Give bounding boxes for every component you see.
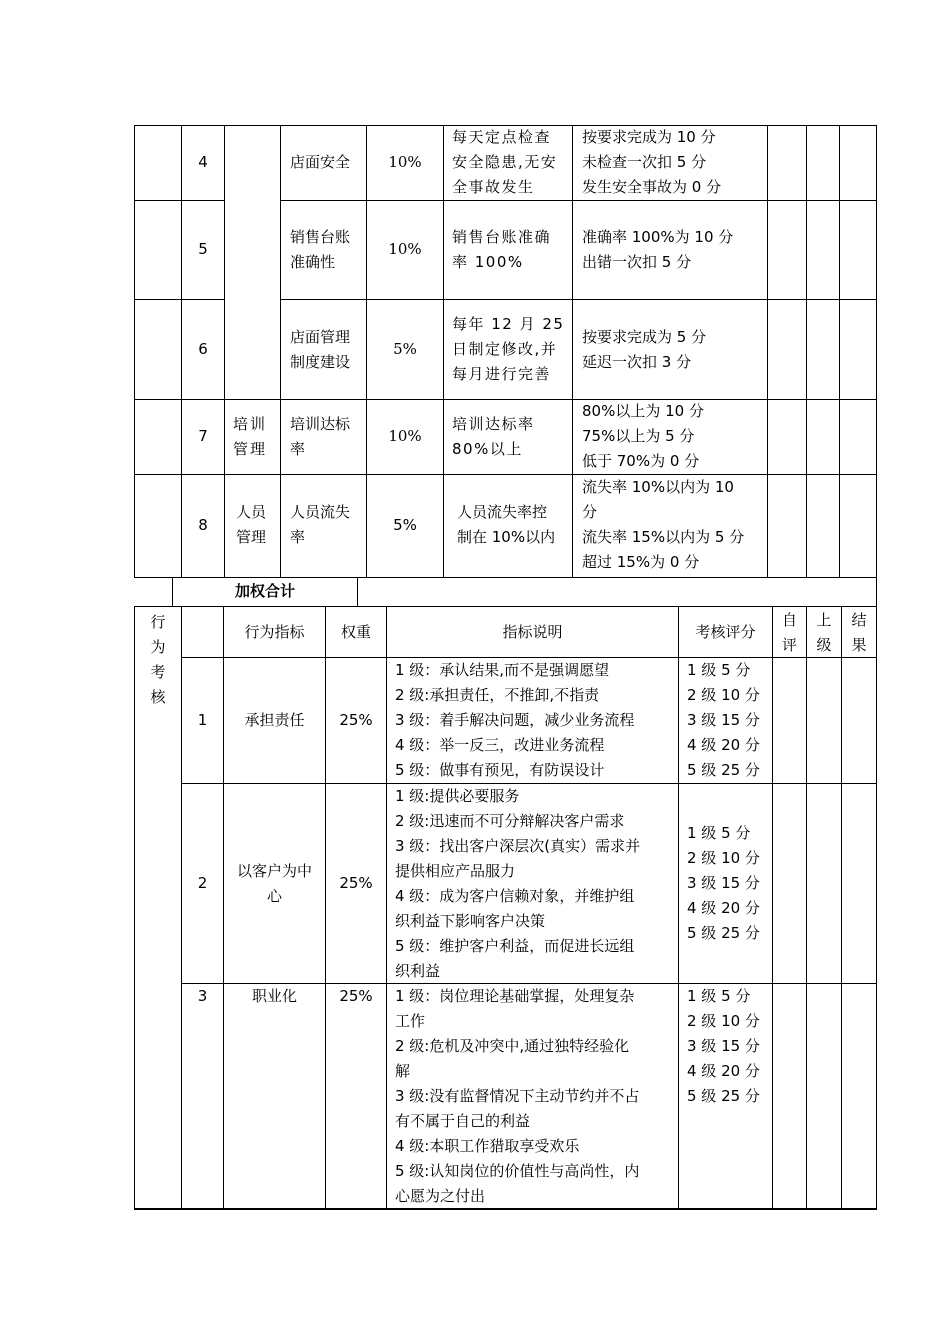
row-number: 6 [198, 340, 208, 358]
header-result: 结 果 [851, 611, 867, 654]
header-description: 指标说明 [502, 623, 563, 641]
description: 人员流失率控 制在 10%以内 [457, 503, 556, 546]
row-number: 5 [198, 240, 208, 258]
indicator: 店面安全 [290, 153, 351, 171]
scoring: 按要求完成为 5 分 延迟一次扣 3 分 [582, 328, 707, 371]
indicator: 职业化 [251, 987, 297, 1005]
indicator: 人员流失 率 [290, 503, 351, 546]
scoring: 准确率 100%为 10 分 出错一次扣 5 分 [582, 228, 734, 271]
header-indicator: 行为指标 [244, 623, 305, 641]
row-number: 7 [198, 427, 208, 445]
scoring: 1 级 5 分 2 级 10 分 3 级 15 分 4 级 20 分 5 级 25 分 [687, 824, 760, 942]
weight: 25% [339, 874, 373, 892]
weight: 25% [339, 987, 373, 1005]
row-number: 8 [198, 516, 208, 534]
weight: 5% [393, 516, 417, 534]
category: 人员 管理 [236, 503, 267, 546]
scoring: 流失率 10%以内为 10 分 流失率 15%以内为 5 分 超过 15%为 0 分 [582, 478, 745, 571]
description: 1 级：承认结果,而不是强调愿望 2 级:承担责任，不推卸,不指责 3 级：着手解决问题，减少业务流程 4 级：举一反三，改进业务流程 5 级：做事有预见，有防误设计 [395, 661, 635, 779]
description: 1 级:提供必要服务 2 级:迅速而不可分辩解决客户需求 3 级：找出客户深层次(真实）需求并 提供相应产品服力 4 级：成为客户信赖对象，并维护组 织利益下影响客户决策 5 级：维护客户利益，而促进长远组 织利益 [395, 787, 641, 980]
header-weight: 权重 [340, 623, 371, 641]
weight: 10% [388, 153, 422, 171]
weight: 5% [393, 340, 417, 358]
weight: 10% [388, 427, 422, 445]
description: 每年 12 月 25 日制定修改,并 每月进行完善 [452, 315, 565, 383]
indicator: 培训达标 率 [290, 415, 351, 458]
scoring: 80%以上为 10 分 75%以上为 5 分 低于 70%为 0 分 [582, 402, 704, 470]
header-scoring: 考核评分 [695, 623, 756, 641]
description: 1 级：岗位理论基础掌握，处理复杂 工作 2 级:危机及冲突中,通过独特经验化 解 3 级:没有监督情况下主动节约并不占 有不属于自己的利益 4 级:本职工作猎取享受欢乐 5 级:认知岗位的价值性与高尚性，内 心愿为之付出 [395, 987, 640, 1205]
weight: 10% [388, 240, 422, 258]
indicator: 承担责任 [244, 711, 305, 729]
indicator: 店面管理 制度建设 [290, 328, 351, 371]
row-number: 3 [197, 987, 208, 1005]
category: 培训 管理 [233, 415, 268, 458]
indicator: 以客户为中 心 [236, 862, 312, 905]
row-number: 2 [197, 874, 208, 892]
header-superior: 上 级 [816, 611, 832, 654]
description: 每天定点检查 安全隐患,无安 全事故发生 [452, 128, 558, 196]
description: 销售台账准确 率 100% [452, 228, 552, 271]
scoring: 1 级 5 分 2 级 10 分 3 级 15 分 4 级 20 分 5 级 25 分 [687, 661, 760, 779]
scoring: 1 级 5 分 2 级 10 分 3 级 15 分 4 级 20 分 5 级 25 分 [687, 987, 760, 1105]
scoring: 按要求完成为 10 分 未检查一次扣 5 分 发生安全事故为 0 分 [582, 128, 722, 196]
description: 培训达标率 80%以上 [452, 415, 535, 458]
weight: 25% [339, 711, 373, 729]
indicator: 销售台账 准确性 [290, 228, 351, 271]
weighted-total-label: 加权合计 [234, 582, 295, 600]
header-self: 自 评 [781, 611, 797, 654]
section-label: 行 为 考 核 [150, 613, 166, 706]
row-number: 4 [198, 153, 208, 171]
row-number: 1 [197, 711, 208, 729]
